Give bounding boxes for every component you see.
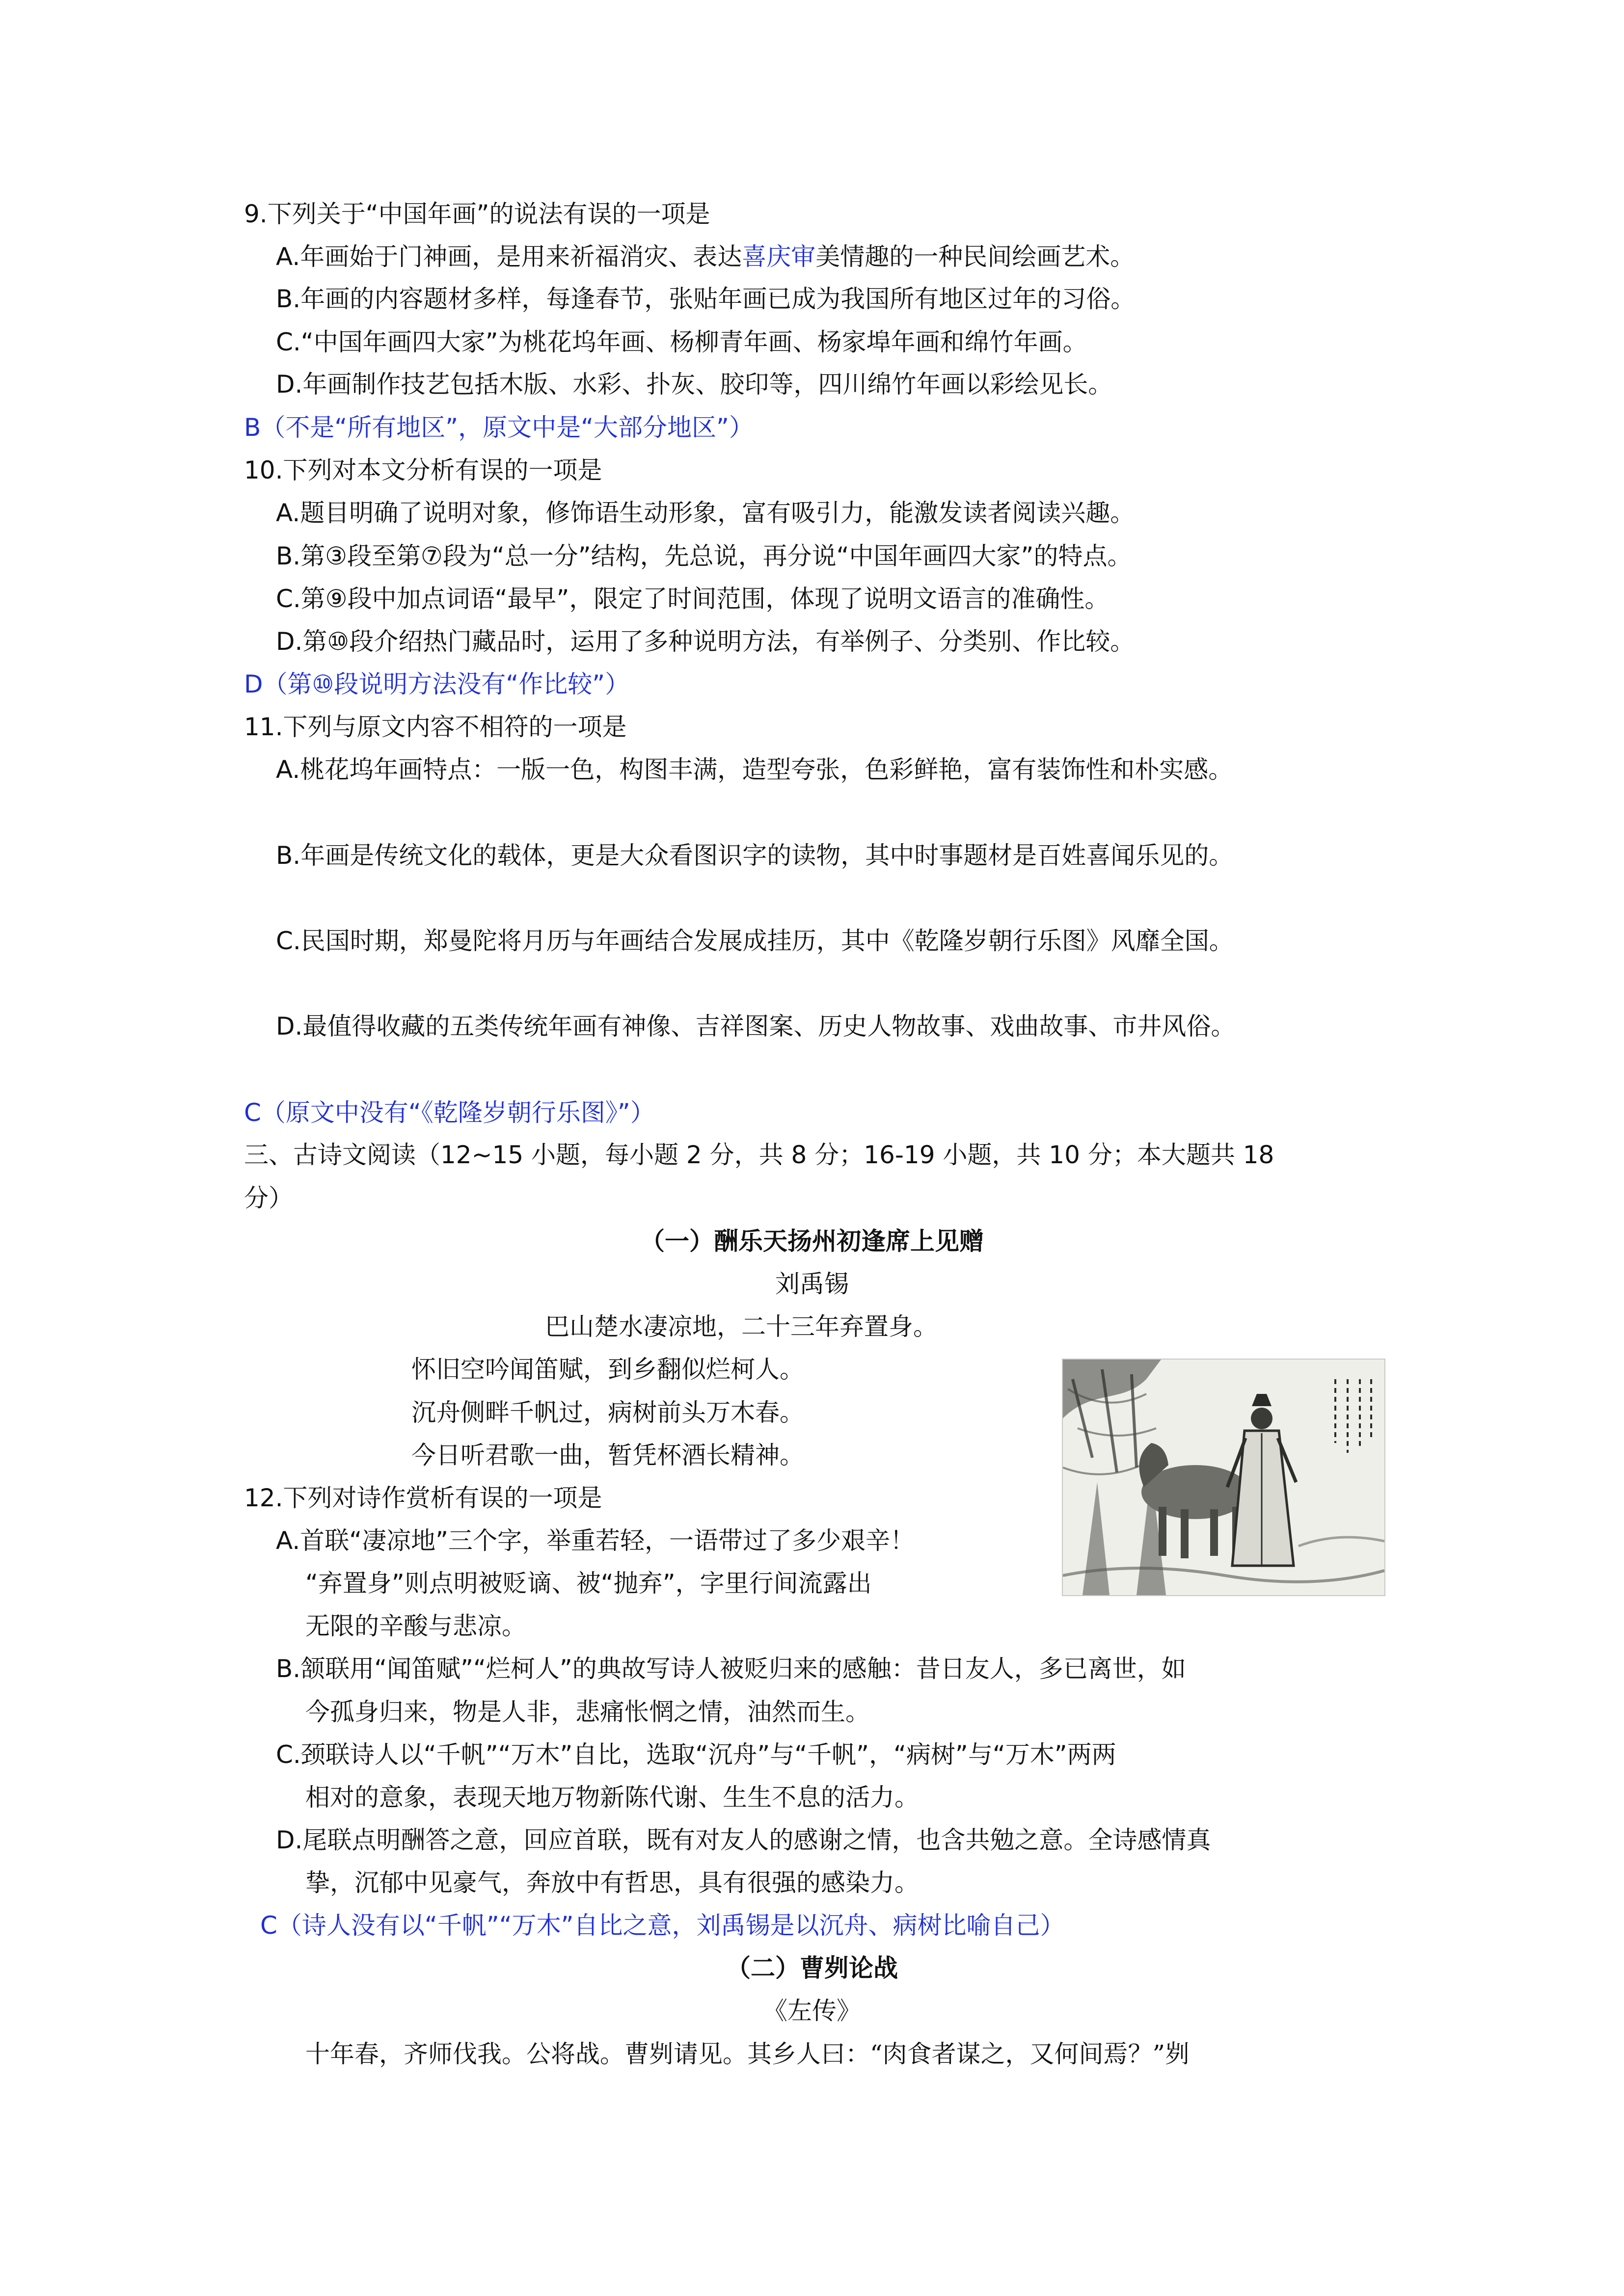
q12-option-c-line2: 相对的意象，表现天地万物新陈代谢、生生不息的活力。	[305, 1783, 919, 1812]
q10-option-d: D.第⑩段介绍热门藏品时，运用了多种说明方法，有举例子、分类别、作比较。	[276, 627, 1135, 656]
q11-option-b: B.年画是传统文化的载体，更是大众看图识字的读物，其中时事题材是百姓喜闻乐见的。	[276, 841, 1234, 870]
poem-author: 刘禹锡	[775, 1270, 849, 1298]
poem-line-1: 巴山楚水凄凉地，二十三年弃置身。	[545, 1312, 938, 1341]
q10-option-b: B.第③段至第⑦段为“总一分”结构，先总说，再分说“中国年画四大家”的特点。	[276, 542, 1132, 570]
q12-option-d-line2: 挚，沉郁中见豪气，奔放中有哲思，具有很强的感染力。	[305, 1869, 919, 1897]
passage2-source: 《左传》	[763, 1997, 861, 2025]
q11-option-c: C.民国时期，郑曼陀将月历与年画结合发展成挂历，其中《乾隆岁朝行乐图》风靡全国。	[276, 927, 1234, 955]
q12-stem: 12.下列对诗作赏析有误的一项是	[244, 1484, 602, 1512]
passage2-title: （二）曹刿论战	[726, 1954, 898, 1982]
poem-title: （一）酬乐天扬州初逢席上见赠	[640, 1227, 984, 1255]
q9-option-a-text: A.年画始于门神画，是用来祈福消灾、表达	[276, 242, 742, 271]
q12-option-a-line1: A.首联“凄凉地”三个字，举重若轻，一语带过了多少艰辛！	[276, 1526, 915, 1555]
q9-option-a-text-end: 美情趣的一种民间绘画艺术。	[815, 242, 1135, 271]
q9-option-a	[276, 240, 1135, 273]
q10-option-c: C.第⑨段中加点词语“最早”，限定了时间范围，体现了说明文语言的准确性。	[276, 585, 1110, 613]
q11-answer: C（原文中没有“《乾隆岁朝行乐图》”）	[244, 1098, 655, 1127]
q11-option-a: A.桃花坞年画特点：一版一色，构图丰满，造型夸张，色彩鲜艳，富有装饰性和朴实感。	[276, 755, 1233, 784]
poem-line-3: 沉舟侧畔千帆过，病树前头万木春。	[411, 1398, 804, 1427]
q9-option-b: B.年画的内容题材多样，每逢春节，张贴年画已成为我国所有地区过年的习俗。	[276, 285, 1136, 313]
q9-answer: B（不是“所有地区”，原文中是“大部分地区”）	[244, 413, 754, 442]
q9-option-c: C.“中国年画四大家”为桃花坞年画、杨柳青年画、杨家埠年画和绵竹年画。	[276, 328, 1087, 356]
q10-answer: D（第⑩段说明方法没有“作比较”）	[244, 670, 630, 698]
q9-option-d: D.年画制作技艺包括木版、水彩、扑灰、胶印等，四川绵竹年画以彩绘见长。	[276, 370, 1113, 399]
q12-option-b-line2: 今孤身归来，物是人非，悲痛怅惘之情，油然而生。	[305, 1698, 870, 1726]
poem-line-4: 今日听君歌一曲，暂凭杯酒长精神。	[411, 1441, 804, 1469]
q11-option-d: D.最值得收藏的五类传统年画有神像、吉祥图案、历史人物故事、戏曲故事、市井风俗。	[276, 1012, 1236, 1041]
q12-answer: C（诗人没有以“千帆”“万木”自比之意，刘禹锡是以沉舟、病树比喻自己）	[260, 1911, 1065, 1940]
q9-stem: 9.下列关于“中国年画”的说法有误的一项是	[244, 200, 710, 228]
q10-option-a: A.题目明确了说明对象，修饰语生动形象，富有吸引力，能激发读者阅读兴趣。	[276, 499, 1135, 527]
section3-heading-line2: 分）	[244, 1184, 293, 1212]
q9-option-a-highlight: 喜庆审	[742, 242, 816, 271]
q12-option-a-line3: 无限的辛酸与悲凉。	[305, 1612, 526, 1640]
q11-stem: 11.下列与原文内容不相符的一项是	[244, 713, 627, 741]
poem-line-2: 怀旧空吟闻笛赋，到乡翻似烂柯人。	[411, 1355, 804, 1384]
q12-option-c-line1: C.颈联诗人以“千帆”“万木”自比，选取“沉舟”与“千帆”，“病树”与“万木”两两	[276, 1740, 1116, 1769]
ink-painting-image	[1062, 1359, 1385, 1596]
q12-option-b-line1: B.颔联用“闻笛赋”“烂柯人”的典故写诗人被贬归来的感触：昔日友人，多已离世，如	[276, 1655, 1186, 1683]
section3-heading-line1: 三、古诗文阅读（12~15 小题，每小题 2 分，共 8 分；16-19 小题，共 10 分；本大题共 18	[244, 1141, 1274, 1169]
q12-option-a-line2: “弃置身”则点明被贬谪、被“抛弃”，字里行间流露出	[305, 1569, 872, 1598]
q12-option-d-line1: D.尾联点明酬答之意，回应首联，既有对友人的感谢之情，也含共勉之意。全诗感情真	[276, 1826, 1211, 1854]
q10-stem: 10.下列对本文分析有误的一项是	[244, 456, 602, 484]
passage2-line-1: 十年春，齐师伐我。公将战。曹刿请见。其乡人曰：“肉食者谋之，又何间焉？”刿	[305, 2040, 1190, 2068]
